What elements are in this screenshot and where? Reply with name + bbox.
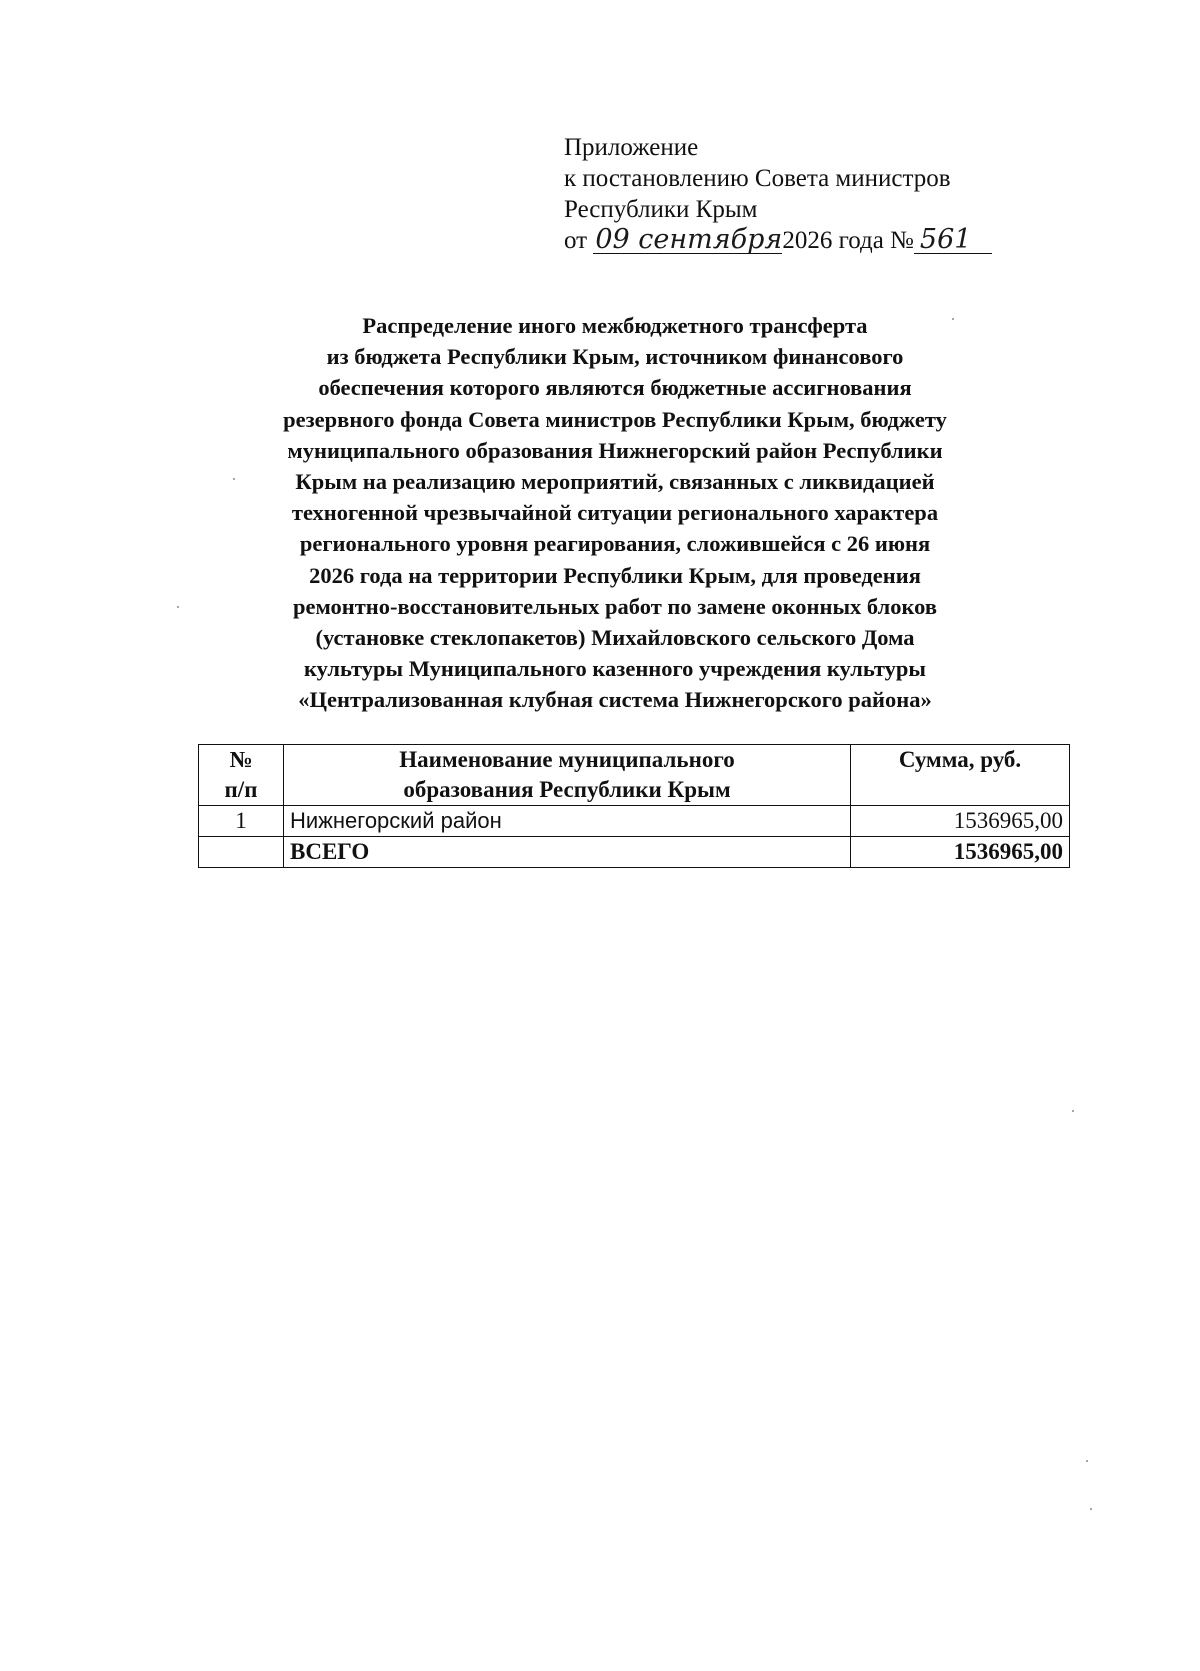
header-name-line1: Наименование муниципального — [399, 747, 735, 772]
header-num-sign: № — [229, 747, 253, 772]
title-line: Крым на реализацию мероприятий, связанных с ликвидацией — [295, 469, 935, 495]
header-num-cell — [199, 745, 284, 806]
title-line: (установке стеклопакетов) Михайловского сельского Дома — [315, 625, 915, 651]
handwritten-number: 561 — [914, 227, 992, 254]
title-line: обеспечения которого являются бюджетные ассигнования — [318, 375, 912, 401]
total-sum-cell: 1536965,00 — [851, 837, 1070, 868]
title-line: регионального уровня реагирования, сложившейся с 26 июня — [299, 531, 931, 557]
row-sum-cell: 1536965,00 — [851, 806, 1070, 837]
title-line: из бюджета Республики Крым, источником финансового — [326, 344, 904, 370]
title-line: техногенной чрезвычайной ситуации регионального характера — [291, 500, 939, 526]
row-num-cell: 1 — [199, 806, 284, 837]
header-name-line2: образования Республики Крым — [403, 777, 731, 802]
from-label: от — [564, 227, 588, 254]
title-line: ремонтно-восстановительных работ по замене оконных блоков — [292, 593, 937, 619]
scan-speck — [177, 606, 179, 608]
annex-date-line — [564, 225, 992, 256]
annex-block — [564, 132, 992, 256]
table-total-row — [199, 837, 1070, 868]
title-line: муниципального образования Нижнегорский район Республики — [287, 437, 943, 463]
annex-republic-line: Республики Крым — [564, 196, 758, 223]
scan-speck — [1086, 1460, 1088, 1462]
scan-speck — [1072, 1110, 1074, 1112]
annex-title: Приложение — [564, 134, 699, 161]
year-number-label: 2026 года № — [782, 227, 914, 254]
scan-speck — [1090, 1508, 1092, 1510]
handwritten-date: 09 сентября — [595, 224, 783, 255]
header-sum-cell: Сумма, руб. — [851, 745, 1070, 806]
scan-speck — [952, 318, 954, 320]
title-line: Распределение иного межбюджетного трансферта — [362, 313, 868, 338]
document-title — [200, 310, 1030, 716]
title-line: «Централизованная клубная система Нижнегорского района» — [298, 687, 932, 713]
distribution-table — [198, 744, 1070, 868]
annex-resolution-line: к постановлению Совета министров — [564, 165, 951, 192]
table-row — [199, 806, 1070, 837]
title-line: резервного фонда Совета министров Республики Крым, бюджету — [283, 406, 947, 432]
total-label-cell: ВСЕГО — [284, 837, 851, 868]
table-header-row — [199, 745, 1070, 806]
title-line: 2026 года на территории Республики Крым, для проведения — [309, 562, 921, 588]
header-name-cell — [284, 745, 851, 806]
title-line: культуры Муниципального казенного учреждения культуры — [304, 656, 926, 682]
scan-speck — [233, 478, 235, 480]
header-num-pp: п/п — [224, 777, 258, 802]
total-num-cell — [199, 837, 284, 868]
row-name-cell: Нижнегорский район — [284, 806, 851, 837]
